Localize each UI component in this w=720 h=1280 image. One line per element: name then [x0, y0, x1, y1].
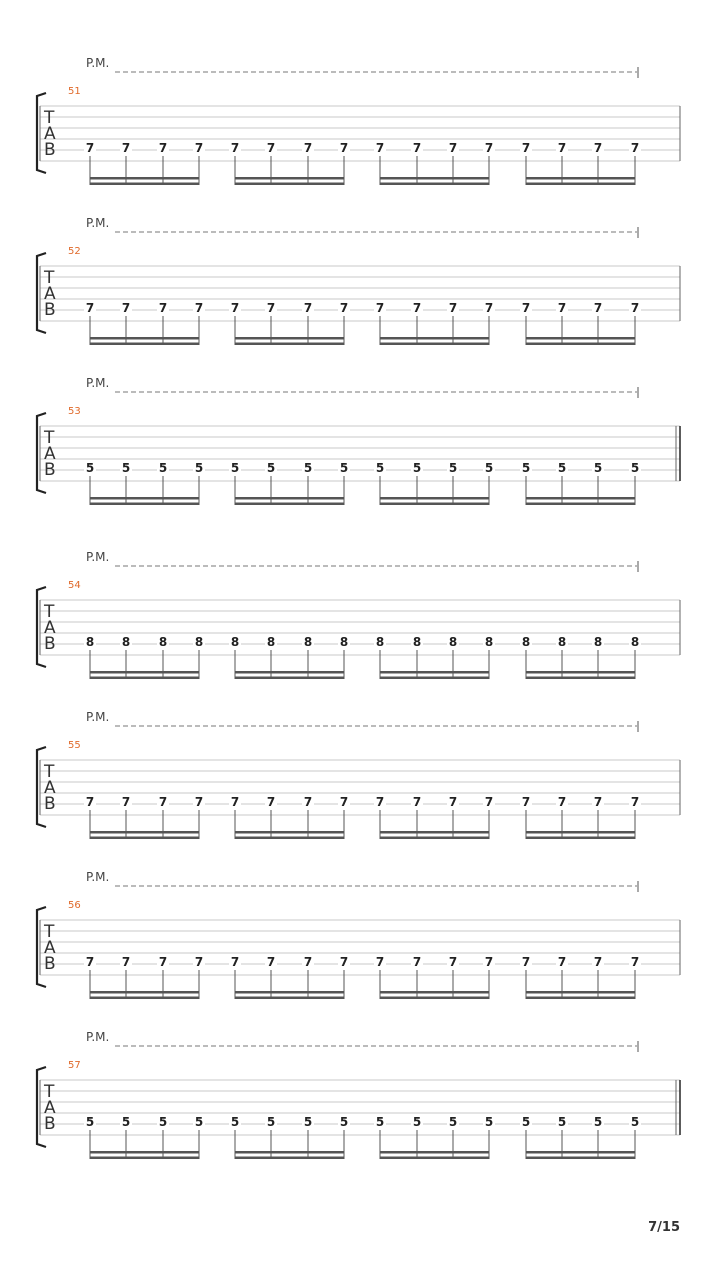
- tab-clef-letter: A: [44, 778, 56, 798]
- beam-secondary: [380, 183, 490, 186]
- fret-number: 7: [448, 795, 458, 809]
- fret-number: 8: [521, 635, 531, 649]
- beam-secondary: [235, 677, 345, 680]
- beam-secondary: [235, 1157, 345, 1160]
- fret-number: 7: [593, 795, 603, 809]
- fret-number: 7: [593, 301, 603, 315]
- fret-number: 5: [484, 1115, 494, 1129]
- fret-number: 7: [557, 795, 567, 809]
- fret-number: 7: [339, 955, 349, 969]
- fret-number: 7: [303, 795, 313, 809]
- palm-mute-label: P.M.: [86, 710, 110, 724]
- beam-primary: [90, 177, 200, 180]
- fret-number: 7: [339, 301, 349, 315]
- beam-primary: [380, 671, 490, 674]
- fret-number: 7: [266, 141, 276, 155]
- fret-number: 7: [121, 301, 131, 315]
- fret-number: 7: [484, 301, 494, 315]
- fret-number: 5: [85, 461, 95, 475]
- beam-secondary: [380, 343, 490, 346]
- fret-number: 5: [630, 1115, 640, 1129]
- measure-number: 52: [68, 246, 81, 257]
- beam-primary: [380, 497, 490, 500]
- tab-clef-letter: B: [44, 1114, 56, 1134]
- beam-secondary: [90, 183, 200, 186]
- measure-number: 54: [68, 580, 81, 591]
- tab-system: [37, 550, 680, 679]
- tab-clef-letter: A: [44, 444, 56, 464]
- tab-system: [37, 1030, 680, 1159]
- fret-number: 8: [85, 635, 95, 649]
- tab-clef-letter: A: [44, 618, 56, 638]
- fret-number: 8: [121, 635, 131, 649]
- fret-number: 5: [521, 461, 531, 475]
- fret-number: 7: [303, 301, 313, 315]
- fret-number: 8: [448, 635, 458, 649]
- fret-number: 8: [230, 635, 240, 649]
- fret-number: 5: [412, 1115, 422, 1129]
- palm-mute-label: P.M.: [86, 1030, 110, 1044]
- beam-primary: [235, 671, 345, 674]
- fret-number: 7: [557, 141, 567, 155]
- fret-number: 5: [121, 461, 131, 475]
- fret-number: 7: [521, 795, 531, 809]
- fret-number: 7: [630, 141, 640, 155]
- palm-mute-label: P.M.: [86, 870, 110, 884]
- fret-number: 7: [230, 141, 240, 155]
- measure-number: 57: [68, 1060, 81, 1071]
- fret-number: 7: [484, 141, 494, 155]
- fret-number: 8: [266, 635, 276, 649]
- fret-number: 7: [448, 955, 458, 969]
- beam-secondary: [526, 1157, 636, 1160]
- fret-number: 7: [630, 955, 640, 969]
- fret-number: 7: [375, 141, 385, 155]
- fret-number: 5: [194, 461, 204, 475]
- fret-number: 8: [593, 635, 603, 649]
- beam-secondary: [235, 503, 345, 506]
- beam-primary: [526, 991, 636, 994]
- fret-number: 7: [448, 301, 458, 315]
- fret-number: 5: [158, 461, 168, 475]
- fret-number: 7: [194, 301, 204, 315]
- beam-secondary: [90, 837, 200, 840]
- fret-number: 7: [412, 795, 422, 809]
- beam-secondary: [90, 343, 200, 346]
- tab-clef-letter: B: [44, 140, 56, 160]
- tab-clef-letter: T: [44, 108, 55, 128]
- tab-clef-letter: A: [44, 284, 56, 304]
- tab-clef-letter: B: [44, 794, 56, 814]
- fret-number: 5: [266, 461, 276, 475]
- beam-secondary: [235, 343, 345, 346]
- measure-number: 55: [68, 740, 81, 751]
- fret-number: 5: [448, 1115, 458, 1129]
- fret-number: 7: [230, 795, 240, 809]
- fret-number: 7: [521, 141, 531, 155]
- fret-number: 7: [194, 141, 204, 155]
- beam-primary: [380, 177, 490, 180]
- fret-number: 7: [158, 141, 168, 155]
- beam-secondary: [90, 503, 200, 506]
- fret-number: 7: [593, 955, 603, 969]
- fret-number: 8: [194, 635, 204, 649]
- fret-number: 7: [557, 955, 567, 969]
- tab-system: [37, 376, 680, 505]
- tab-clef-letter: A: [44, 124, 56, 144]
- fret-number: 7: [412, 955, 422, 969]
- beam-secondary: [526, 677, 636, 680]
- beam-primary: [380, 337, 490, 340]
- tab-clef-letter: T: [44, 428, 55, 448]
- fret-number: 5: [303, 1115, 313, 1129]
- beam-secondary: [235, 837, 345, 840]
- fret-number: 7: [158, 795, 168, 809]
- measure-number: 51: [68, 86, 81, 97]
- fret-number: 5: [339, 1115, 349, 1129]
- fret-number: 5: [158, 1115, 168, 1129]
- beam-primary: [380, 831, 490, 834]
- fret-number: 5: [593, 461, 603, 475]
- beam-secondary: [526, 837, 636, 840]
- tab-system: [37, 870, 680, 999]
- tab-clef-letter: B: [44, 954, 56, 974]
- beam-primary: [90, 671, 200, 674]
- fret-number: 7: [158, 955, 168, 969]
- fret-number: 7: [230, 301, 240, 315]
- tab-clef-letter: T: [44, 1082, 55, 1102]
- beam-primary: [90, 497, 200, 500]
- fret-number: 8: [412, 635, 422, 649]
- fret-number: 7: [266, 301, 276, 315]
- beam-secondary: [380, 1157, 490, 1160]
- tab-clef-letter: T: [44, 602, 55, 622]
- beam-secondary: [526, 503, 636, 506]
- beam-primary: [526, 831, 636, 834]
- beam-primary: [90, 337, 200, 340]
- palm-mute-label: P.M.: [86, 376, 110, 390]
- fret-number: 7: [121, 141, 131, 155]
- beam-primary: [380, 1151, 490, 1154]
- tab-clef-letter: B: [44, 460, 56, 480]
- fret-number: 7: [375, 301, 385, 315]
- fret-number: 7: [303, 141, 313, 155]
- beam-primary: [90, 831, 200, 834]
- fret-number: 7: [521, 955, 531, 969]
- tab-clef-letter: T: [44, 762, 55, 782]
- beam-secondary: [526, 183, 636, 186]
- tab-clef-letter: T: [44, 268, 55, 288]
- beam-primary: [526, 671, 636, 674]
- fret-number: 7: [85, 141, 95, 155]
- fret-number: 5: [557, 461, 567, 475]
- beam-primary: [90, 991, 200, 994]
- palm-mute-label: P.M.: [86, 550, 110, 564]
- palm-mute-label: P.M.: [86, 216, 110, 230]
- fret-number: 7: [630, 301, 640, 315]
- fret-number: 8: [484, 635, 494, 649]
- fret-number: 5: [121, 1115, 131, 1129]
- fret-number: 7: [121, 955, 131, 969]
- fret-number: 7: [484, 955, 494, 969]
- tab-clef-letter: A: [44, 938, 56, 958]
- fret-number: 5: [303, 461, 313, 475]
- fret-number: 5: [448, 461, 458, 475]
- fret-number: 5: [85, 1115, 95, 1129]
- fret-number: 5: [593, 1115, 603, 1129]
- fret-number: 5: [339, 461, 349, 475]
- fret-number: 7: [230, 955, 240, 969]
- beam-secondary: [235, 997, 345, 1000]
- beam-secondary: [380, 837, 490, 840]
- fret-number: 7: [85, 301, 95, 315]
- measure-number: 53: [68, 406, 81, 417]
- beam-primary: [235, 497, 345, 500]
- beam-secondary: [380, 503, 490, 506]
- fret-number: 7: [375, 795, 385, 809]
- fret-number: 5: [375, 461, 385, 475]
- beam-secondary: [90, 677, 200, 680]
- beam-primary: [235, 1151, 345, 1154]
- fret-number: 7: [484, 795, 494, 809]
- beam-primary: [526, 1151, 636, 1154]
- page-number: 7/15: [648, 1220, 680, 1235]
- beam-primary: [235, 337, 345, 340]
- fret-number: 7: [303, 955, 313, 969]
- fret-number: 7: [85, 795, 95, 809]
- fret-number: 8: [375, 635, 385, 649]
- tab-system: [37, 56, 680, 185]
- beam-secondary: [526, 343, 636, 346]
- fret-number: 7: [375, 955, 385, 969]
- fret-number: 7: [557, 301, 567, 315]
- fret-number: 7: [85, 955, 95, 969]
- fret-number: 7: [158, 301, 168, 315]
- tab-clef-letter: B: [44, 300, 56, 320]
- fret-number: 7: [630, 795, 640, 809]
- fret-number: 8: [339, 635, 349, 649]
- beam-primary: [235, 177, 345, 180]
- fret-number: 5: [194, 1115, 204, 1129]
- beam-secondary: [235, 183, 345, 186]
- fret-number: 8: [630, 635, 640, 649]
- fret-number: 5: [630, 461, 640, 475]
- fret-number: 5: [230, 461, 240, 475]
- beam-secondary: [526, 997, 636, 1000]
- fret-number: 7: [593, 141, 603, 155]
- beam-secondary: [380, 997, 490, 1000]
- fret-number: 7: [339, 795, 349, 809]
- fret-number: 7: [339, 141, 349, 155]
- tab-system: [37, 216, 680, 345]
- fret-number: 8: [557, 635, 567, 649]
- fret-number: 5: [266, 1115, 276, 1129]
- fret-number: 7: [121, 795, 131, 809]
- fret-number: 7: [412, 301, 422, 315]
- palm-mute-label: P.M.: [86, 56, 110, 70]
- fret-number: 7: [521, 301, 531, 315]
- beam-secondary: [90, 1157, 200, 1160]
- fret-number: 7: [448, 141, 458, 155]
- beam-primary: [526, 497, 636, 500]
- beam-secondary: [90, 997, 200, 1000]
- measure-number: 56: [68, 900, 81, 911]
- beam-primary: [380, 991, 490, 994]
- fret-number: 5: [375, 1115, 385, 1129]
- tab-clef-letter: T: [44, 922, 55, 942]
- fret-number: 7: [194, 955, 204, 969]
- fret-number: 5: [521, 1115, 531, 1129]
- beam-primary: [90, 1151, 200, 1154]
- fret-number: 7: [266, 795, 276, 809]
- fret-number: 8: [303, 635, 313, 649]
- beam-primary: [235, 991, 345, 994]
- fret-number: 5: [230, 1115, 240, 1129]
- tab-clef-letter: B: [44, 634, 56, 654]
- fret-number: 7: [412, 141, 422, 155]
- tab-system: [37, 710, 680, 839]
- fret-number: 7: [266, 955, 276, 969]
- fret-number: 5: [557, 1115, 567, 1129]
- fret-number: 5: [484, 461, 494, 475]
- beam-primary: [235, 831, 345, 834]
- fret-number: 5: [412, 461, 422, 475]
- beam-primary: [526, 177, 636, 180]
- beam-secondary: [380, 677, 490, 680]
- beam-primary: [526, 337, 636, 340]
- fret-number: 7: [194, 795, 204, 809]
- tab-clef-letter: A: [44, 1098, 56, 1118]
- fret-number: 8: [158, 635, 168, 649]
